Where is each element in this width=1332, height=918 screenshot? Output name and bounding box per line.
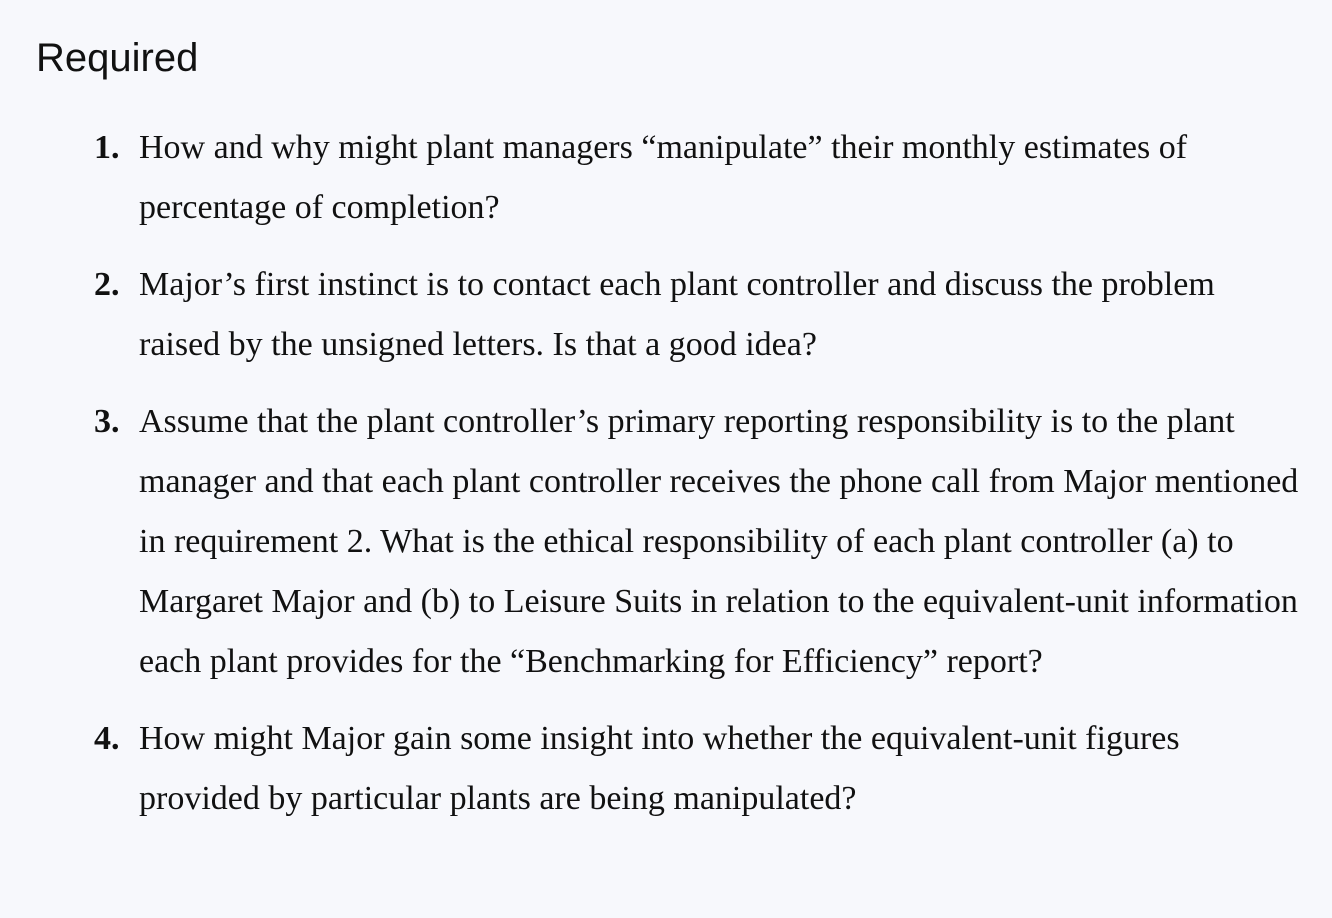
requirement-item	[94, 392, 1304, 692]
requirement-number: 2.	[94, 266, 120, 303]
requirement-number: 3.	[94, 403, 120, 440]
section-heading: Required	[36, 36, 199, 80]
requirement-item	[94, 709, 1304, 829]
requirements-list	[94, 118, 1304, 846]
requirement-number: 4.	[94, 720, 120, 757]
requirement-text: Assume that the plant controller’s primary reporting responsibility is to the plant manager and that each plant controller receives the phone call from Major mentioned in requirement 2. What is the ethical responsibility of each plant controller (a) to Margaret Major and (b) to Leisure Suits in relation to the equivalent-unit information each plant provides for the “Benchmarking for Efficiency” report?	[139, 403, 1299, 680]
requirement-text: How and why might plant managers “manipulate” their monthly estimates of percentage of completion?	[139, 129, 1188, 226]
requirement-item	[94, 255, 1304, 375]
requirement-item	[94, 118, 1304, 238]
requirement-number: 1.	[94, 129, 120, 166]
requirement-text: How might Major gain some insight into whether the equivalent-unit figures provided by particular plants are being manipulated?	[139, 720, 1180, 817]
requirement-text: Major’s first instinct is to contact each plant controller and discuss the problem raised by the unsigned letters. Is that a good idea?	[139, 266, 1215, 363]
